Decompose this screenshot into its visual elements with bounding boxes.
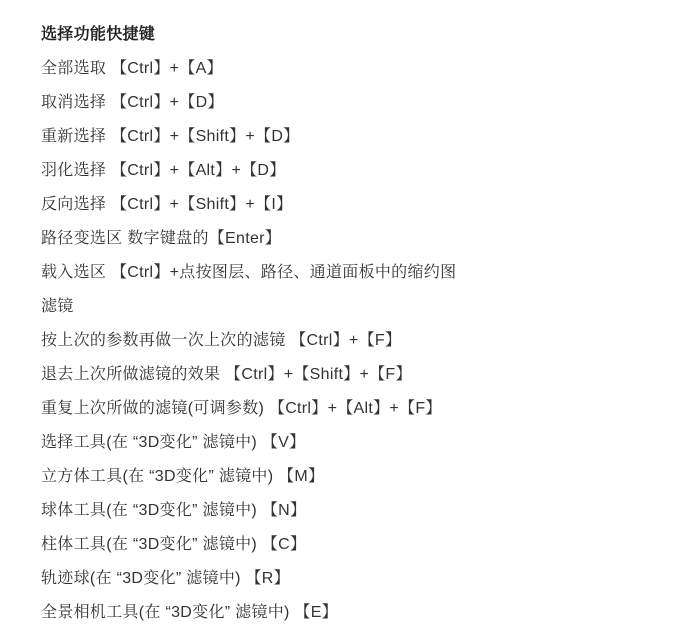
section-title-selection: 选择功能快捷键 [41, 26, 156, 43]
shortcut-line-select-all: 全部选取 【Ctrl】+【A】 [41, 60, 223, 77]
shortcut-line-fade-filter: 退去上次所做滤镜的效果 【Ctrl】+【Shift】+【F】 [41, 366, 412, 383]
shortcut-line-3d-select-tool: 选择工具(在 “3D变化” 滤镜中) 【V】 [41, 434, 306, 451]
shortcut-line-3d-sphere-tool: 球体工具(在 “3D变化” 滤镜中) 【N】 [41, 502, 307, 519]
shortcut-line-redo-filter-params: 重复上次所做的滤镜(可调参数) 【Ctrl】+【Alt】+【F】 [41, 400, 442, 417]
shortcut-line-inverse: 反向选择 【Ctrl】+【Shift】+【I】 [41, 196, 293, 213]
shortcut-line-path-to-selection: 路径变选区 数字键盘的【Enter】 [41, 230, 282, 247]
shortcut-line-deselect: 取消选择 【Ctrl】+【D】 [41, 94, 224, 111]
shortcut-line-3d-cube-tool: 立方体工具(在 “3D变化” 滤镜中) 【M】 [41, 468, 325, 485]
shortcut-line-load-selection: 载入选区 【Ctrl】+点按图层、路径、通道面板中的缩约图 [41, 264, 457, 281]
section-selection-shortcuts [41, 18, 666, 290]
shortcut-line-feather: 羽化选择 【Ctrl】+【Alt】+【D】 [41, 162, 286, 179]
shortcut-line-3d-trackball: 轨迹球(在 “3D变化” 滤镜中) 【R】 [41, 570, 290, 587]
shortcut-line-3d-cylinder-tool: 柱体工具(在 “3D变化” 滤镜中) 【C】 [41, 536, 307, 553]
shortcut-line-3d-pan-camera-tool: 全景相机工具(在 “3D变化” 滤镜中) 【E】 [41, 604, 338, 621]
section-filter-shortcuts [41, 290, 666, 630]
shortcut-line-repeat-filter: 按上次的参数再做一次上次的滤镜 【Ctrl】+【F】 [41, 332, 402, 349]
section-title-filter: 滤镜 [41, 298, 74, 315]
shortcut-line-reselect: 重新选择 【Ctrl】+【Shift】+【D】 [41, 128, 300, 145]
